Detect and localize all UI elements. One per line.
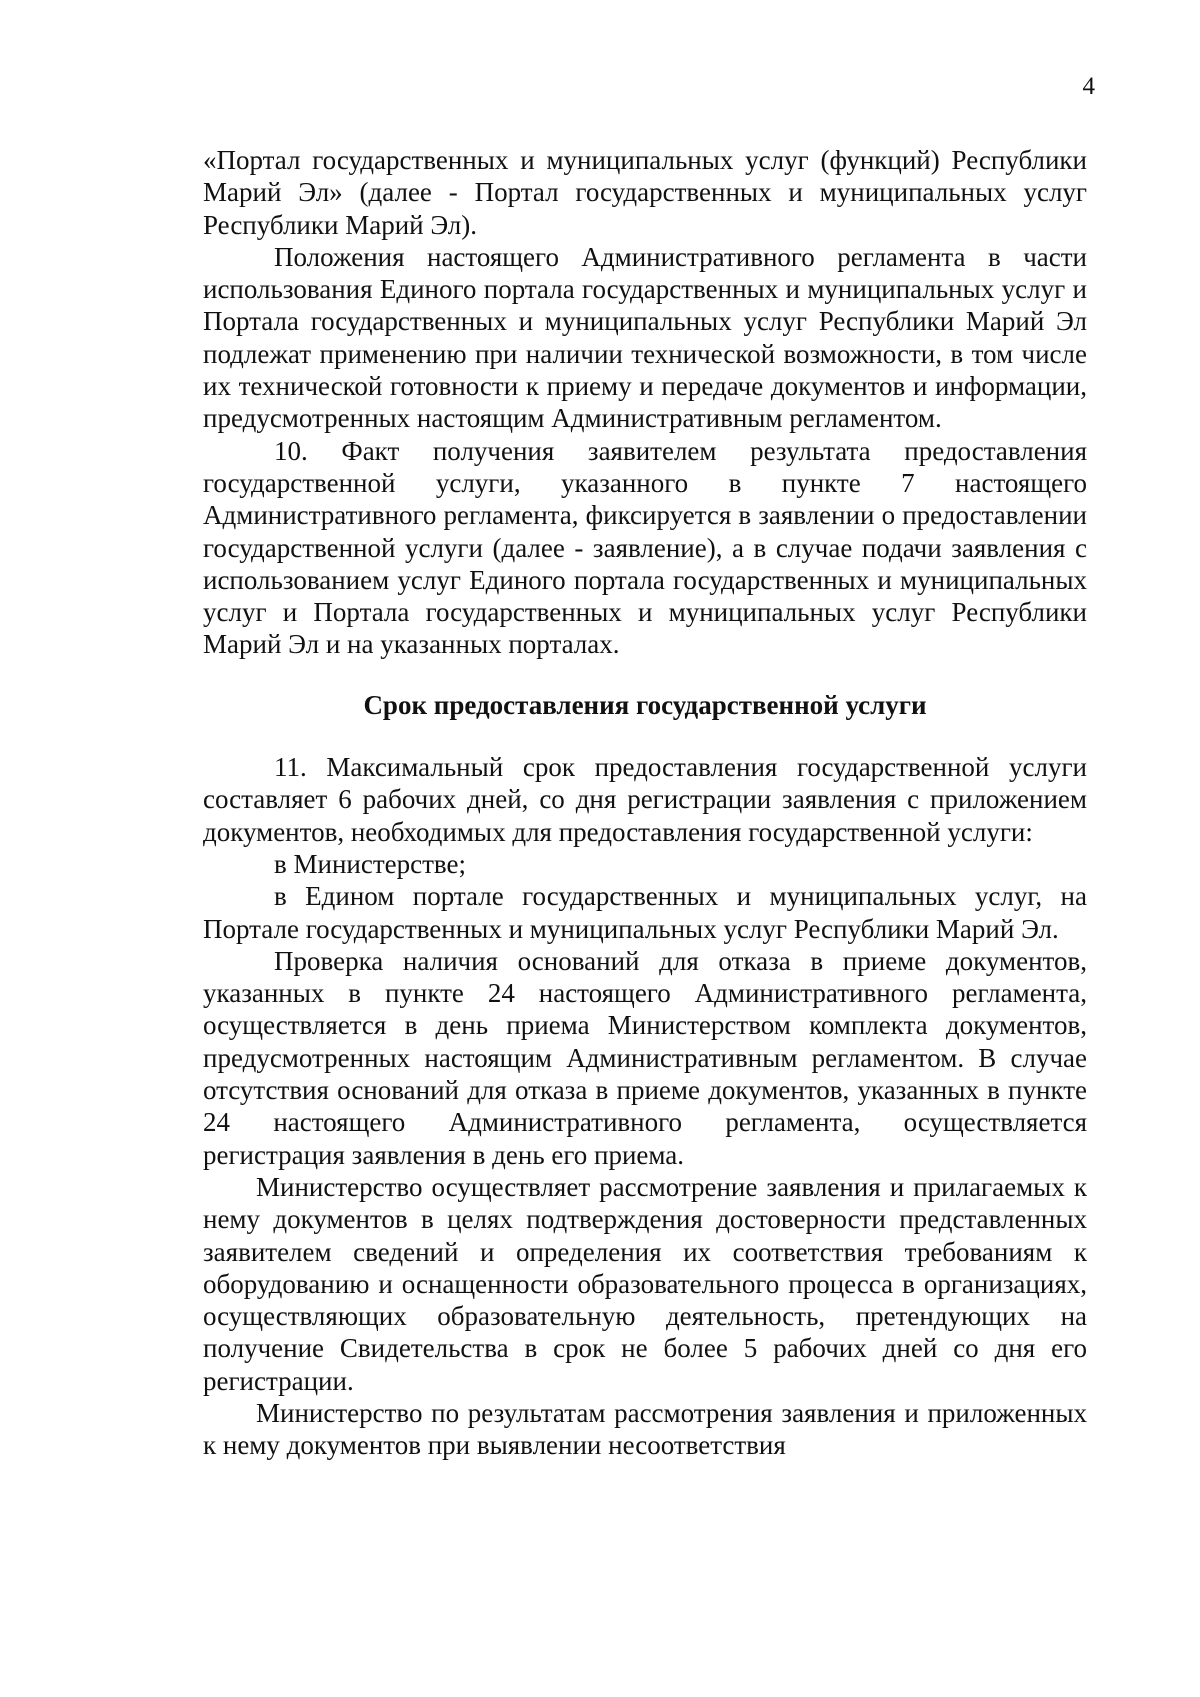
document-body xyxy=(203,144,1087,1462)
paragraph-portal-name: «Портал государственных и муниципальных услуг (функций) Республики Марий Эл» (далее - Портал государственных и муниципальных услуг Республики Марий Эл). xyxy=(203,145,1087,240)
paragraph-grounds-check: Проверка наличия оснований для отказа в приеме документов, указанных в пункте 24 настоящего Административного регламента, осуществляется в день приема Министерством комплекта документов, предусмотренных настоящим Административным регламентом. В случае отсутствия оснований для отказа в приеме документов, указанных в пункте 24 настоящего Административного регламента, осуществляется регистрация заявления в день его приема. xyxy=(203,945,1087,1170)
paragraph-portal-provisions: Положения настоящего Административного регламента в части использования Единого портала государственных и муниципальных услуг и Портала государственных и муниципальных услуг Республики Марий Эл подлежат применению при наличии технической возможности, в том числе их технической готовности к приему и передаче документов и информации, предусмотренных настоящим Административным регламентом. xyxy=(203,241,1087,434)
section-heading: Срок предоставления государственной услуги xyxy=(363,689,927,720)
paragraph-ministry-results: Министерство по результатам рассмотрения заявления и приложенных к нему документов при выявлении несоответствия xyxy=(203,1397,1087,1461)
paragraph-item-10: 10. Факт получения заявителем результата предоставления государственной услуги, указанного в пункте 7 настоящего Административного регламента, фиксируется в заявлении о предоставлении государственной услуги (далее - заявление), а в случае подачи заявления с использованием услуг Единого портала государственных и муниципальных услуг и Портала государственных и муниципальных услуг Республики Марий Эл и на указанных порталах. xyxy=(203,435,1087,660)
paragraph-in-portal: в Едином портале государственных и муниципальных услуг, на Портале государственных и муниципальных услуг Республики Марий Эл. xyxy=(203,881,1087,944)
paragraph-in-ministry: в Министерстве; xyxy=(274,848,466,879)
page-number: 4 xyxy=(1082,73,1095,100)
paragraph-ministry-review: Министерство осуществляет рассмотрение заявления и прилагаемых к нему документов в целях подтверждения достоверности представленных заявителем сведений и определения их соответствия требованиям к оборудованию и оснащенности образовательного процесса в организациях, осуществляющих образовательную деятельность, претендующих на получение Свидетельства в срок не более 5 рабочих дней со дня его регистрации. xyxy=(203,1171,1087,1396)
paragraph-item-11: 11. Максимальный срок предоставления государственной услуги составляет 6 рабочих дней, со дня регистрации заявления с приложением документов, необходимых для предоставления государственной услуги: xyxy=(203,752,1087,847)
